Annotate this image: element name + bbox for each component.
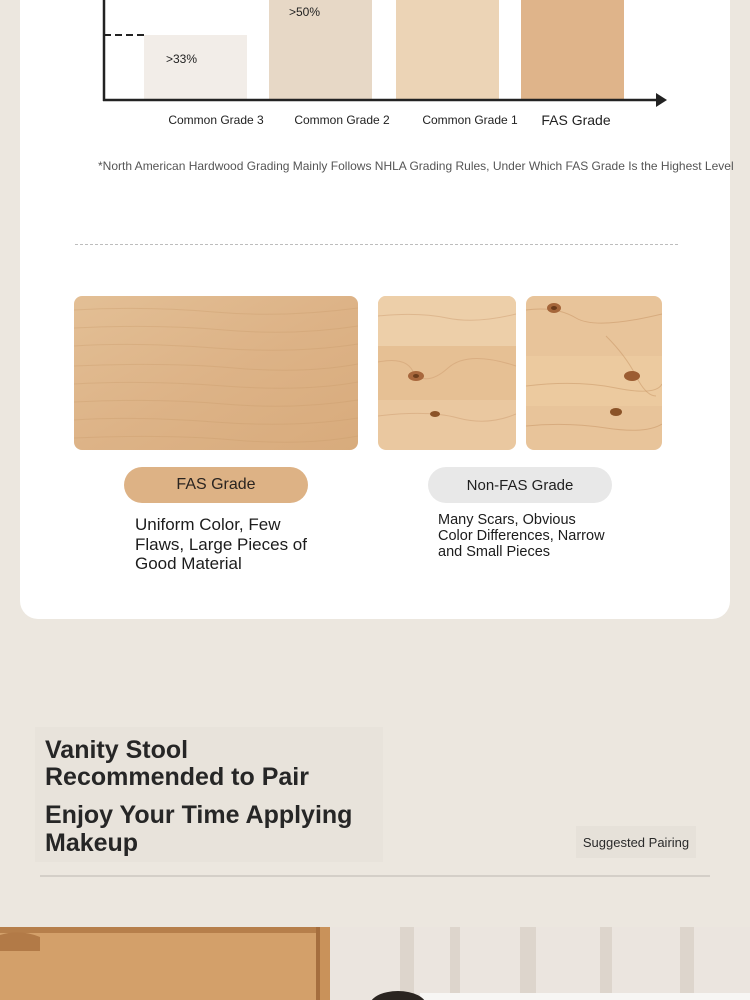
x-tick-label: Common Grade 3 <box>168 113 264 127</box>
x-tick-label: Common Grade 2 <box>294 113 390 127</box>
non-fas-grade-description: Many Scars, Obvious Color Differences, Narrow and Small Pieces <box>438 512 605 560</box>
promo-subtitle: Enjoy Your Time Applying Makeup <box>45 801 353 857</box>
non-fas-wood-image-2 <box>526 296 662 450</box>
x-tick-label: FAS Grade <box>541 112 611 128</box>
grade-chart <box>0 0 750 140</box>
suggested-pairing-badge: Suggested Pairing <box>576 826 696 858</box>
non-fas-grade-badge: Non-FAS Grade <box>428 467 612 503</box>
bar-data-label: >33% <box>166 52 198 66</box>
axis-arrow-icon <box>656 93 667 107</box>
vanity-stool-photo <box>0 927 750 1000</box>
fas-wood-image <box>74 296 358 450</box>
bar-common-grade-2 <box>269 0 372 100</box>
bar-data-label: >50% <box>289 5 321 19</box>
x-tick-label: Common Grade 1 <box>422 113 518 127</box>
promo-title: Vanity Stool Recommended to Pair <box>45 736 309 791</box>
section-rule <box>40 875 710 877</box>
bar-fas-grade <box>521 0 624 100</box>
bar-common-grade-3 <box>144 35 247 100</box>
dashed-divider <box>75 244 678 245</box>
fas-grade-description: Uniform Color, Few Flaws, Large Pieces of Good Material <box>135 515 307 573</box>
fas-grade-badge: FAS Grade <box>124 467 308 503</box>
bar-common-grade-1 <box>396 0 499 100</box>
non-fas-wood-image-1 <box>378 296 516 450</box>
grading-footnote: *North American Hardwood Grading Mainly Follows NHLA Grading Rules, Under Which FAS Grade Is the Highest Level <box>98 159 734 173</box>
